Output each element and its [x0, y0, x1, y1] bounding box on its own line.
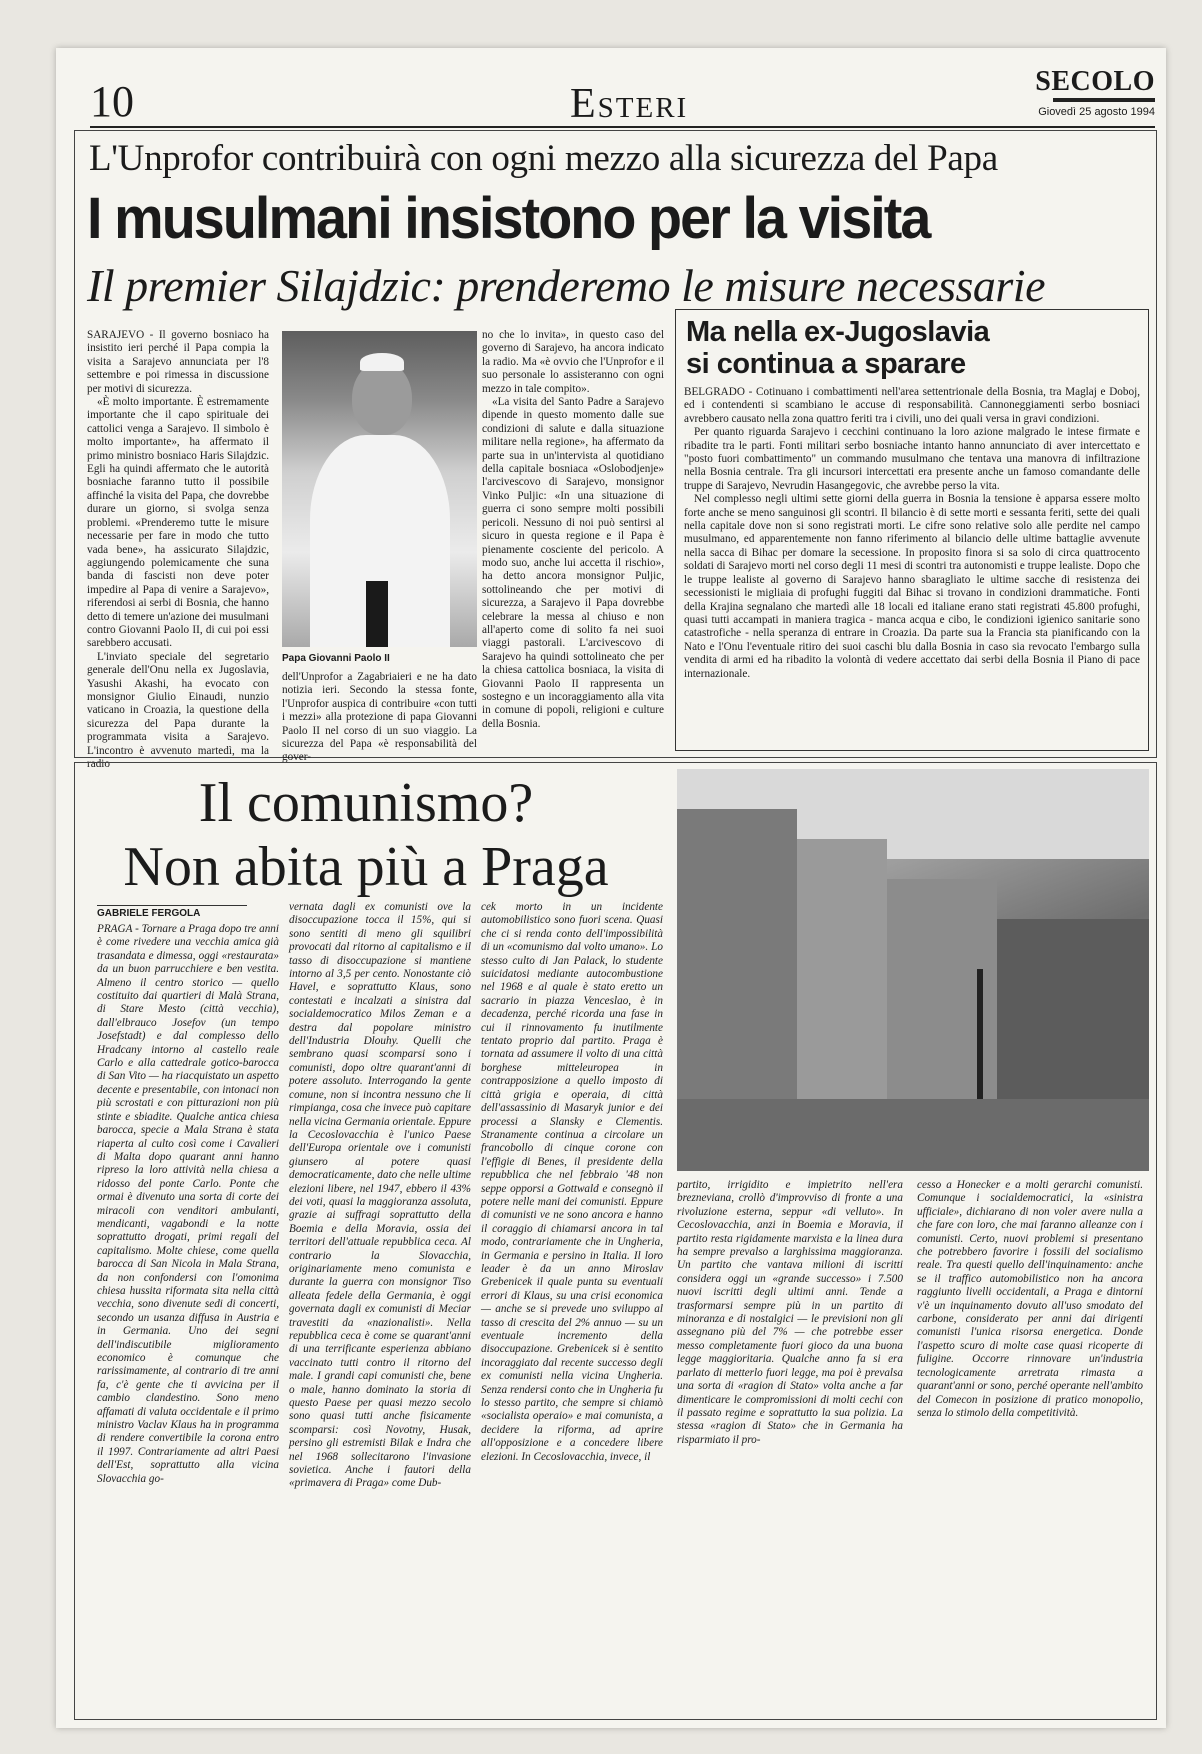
sidebar-title-line-2: si continua a sparare — [686, 348, 966, 380]
paragraph: vernata dagli ex comunisti ove la disoccupazione tocca il 15%, qui si sono sentiti di meno gli squilibri provocati dal ritorno al capitalismo e il tasso di disoccupazione si mantiene intorno al 3,5 per cento. Nonostante ciò Havel, e soprattutto Klaus, sono contestati e incalzati a sinistra dal socialdemocratico Milos Zeman e a destra dal popolare ministro dell'Industria Dlouhy. Quelli che sembrano quasi scomparsi sono i comunisti, dopo oltre quarant'anni di potere assoluto. Interrogando la gente comune, non si incontra nessuno che li rimpianga, cosa che invece può capitare nella vicina Germania orientale. Eppure la Cecoslovacchia è l'unico Paese dell'Europa orientale ove i comunisti giunsero al potere quasi democraticamente, dato che nelle ultime elezioni libere, nel 1947, ebbero il 43% dei voti, quasi la maggioranza assoluta, grazie ai suffragi soprattutto della Boemia e della Moravia, ossia dei territori dell'attuale repubblica ceca. Al contrario la Slovacchia, originariamente meno comunista e durante la guerra con monsignor Tiso alleata fedele della Germania, è oggi governata dagli ex comunisti di Meciar travestiti da «nazionalisti». Nella repubblica ceca è come se quarant'anni di una terrificante esperienza abbiano vaccinato tutti contro il ritorno del male. I grandi capi comunisti che, bene o male, hanno dominato la storia di questo Paese per quasi mezzo secolo sono quasi tutti anche fisicamente scomparsi: così Novotny, Husak, persino gli estremisti Bilak e Indra che nel 1968 sollecitarono l'invasione sovietica. Anche i fautori della «primavera di Praga» come Dub- — [289, 901, 471, 1490]
pope-zucchetto-shape — [360, 353, 404, 371]
article-subhead: Il premier Silajdzic: prenderemo le misure necessarie — [87, 260, 1046, 311]
logo-underline — [1053, 98, 1155, 102]
photo-street — [677, 1099, 1149, 1171]
paragraph: Per quanto riguarda Sarajevo i cecchini continuano la loro azione malgrado le intese firmate e ribadite tra le parti. Fonti militari serbo bosniache intanto hanno annunciato di aver intercettato e "posto fuori combattimento" un commando musulmano che tentava una manovra di infiltrazione nella Bosnia centrale. Tra gli incursori intercettati era presente anche un famoso comandante delle truppe di Sarajevo, Nevrudin Hasangegovic, che avrebbe perso la vita. — [684, 426, 1140, 492]
paragraph: cek morto in un incidente automobilistico sono fuori scena. Quasi che ci si renda conto dell'impossibilità di un «comunismo dal volto umano». Lo stesso culto di Jan Palack, lo studente suicidatosi mediante autocombustione nel 1968 e al quale è stato eretto un sacrario in piazza Venceslao, è in decadenza, perché ricorda una fase in cui il rinnovamento fu inutilmente tentato proprio dal partito. Praga è tornata ad assumere il volto di una città borghese mitteleuropea in contrapposizione a quello imposto di città grigia e operaia, di città dell'assassinio di Masaryk junior e dei processi a Slansky e Clementis. Stranamente continua a circolare un francobollo di cinque corone con l'effigie di Benes, il presidente della repubblica che nel febbraio '48 non seppe opporsi a Gottwald e consegnò il potere nelle mani dei comunisti. Eppure di comunisti ve ne sono ancora e hanno il coraggio di chiamarsi ancora in tal modo, contrariamente che in Ungheria, in Germania e persino in Italia. Il loro leader è da un anno Miroslav Grebenicek il quale punta su eventuali errori di Klaus, su una crisi economica — anche se si prevede uno sviluppo al tasso di crescita del 2% annuo — su un eventuale incremento della disoccupazione. Grebenicek si è sentito incoraggiato dal recente successo degli ex comunisti nella vicina Ungheria. Senza rendersi conto che in Ungheria fu lo stesso partito, che sempre si chiamò «socialista operaio» e mai comunista, a decidere la riforma, ad aprire all'opposizione e a concedere libere elezioni. In Cecoslovacchia, invece, il — [481, 901, 663, 1463]
newspaper-logo: SECOLO — [1035, 66, 1155, 97]
sidebar-box — [675, 309, 1149, 751]
title-line-2: Non abita più a Praga — [123, 836, 609, 898]
paragraph: «La visita del Santo Padre a Sarajevo dipende in questo momento dalle sue condizioni di salute e dalla situazione militare nella regione», ha affermato da parte sua in un'intervista al quotidiano della capitale bosniaca «Oslobodjenje» l'arcivescovo di Sarajevo, monsignor Vinko Puljic: «In una situazione di guerra ci sono sempre molti possibili pericoli. Nessuno di noi può sentirsi al sicuro in questa regione e il Papa è pienamente cosciente del pericolo. A modo suo, anche lui accetta il rischio», ha detto ancora monsignor Puljic, sottolineando che per motivi di sicurezza, a Sarajevo il Papa dovrebbe celebrare la messa al chiuso e non all'aperto come di solito fa nei suoi viaggi pastorali. L'arcivescovo di Sarajevo ha quindi sottolineato che per la chiesa cattolica bosniaca, la visita di Giovanni Paolo II rappresenta un sostegno e un incoraggiamento alla vita in comune di popoli, religioni e culture della Bosnia. — [482, 396, 664, 730]
paragraph: SARAJEVO - Il governo bosniaco ha insistito ieri perché il Papa compia la visita a Sarajevo annunciata per l'8 settembre e poi rimessa in discussione per motivi di sicurezza. — [87, 329, 269, 395]
masthead — [90, 66, 1155, 128]
article-column-3 — [482, 329, 664, 749]
paragraph: BELGRADO - Cotinuano i combattimenti nell'area settentrionale della Bosnia, tra Maglaj e Doboj, ed i contendenti si scambiano le accuse di responsabilità. Cannoneggiamenti serbo bosniaci avrebbero causato nella zona quattro feriti tra i civili, uno dei quali versa in gravi condizioni. — [684, 386, 1140, 425]
paragraph: PRAGA - Tornare a Praga dopo tre anni è come rivedere una vecchia amica già trasandata e dimessa, oggi «restaurata» da un buon parrucchiere e ben vestita. Almeno il centro storico — quello costituito dai quartieri di Malà Strana, di Stare Mesto (città vecchia), dall'elbrauco Josefov (un tempo Josefstadt) e dal complesso dello Hradcany intorno al castello reale Carlo e alla cattedrale gotico-barocca di San Vito — ha riacquistato un aspetto decente e presentabile, con intonaci non più scrostati e con pitturazioni non più stinte e sbiadite. Qualche antica chiesa barocca, specie a Mala Strana è stata riaperta al culto così come i Cavalieri di Malta dopo quarant anni hanno ripreso la loro attività nella chiesa a ridosso del ponte Carlo. Ponte che ormai è divenuto una sorta di corte dei miracoli con venditori ambulanti, mendicanti, vagabondi e la notte soprattutto drogati, primi regali del capitalismo. Molte chiese, come quella barocca di San Nicola in Mala Strana, da non confondersi con l'omonima chiesa hussita riformata sita nella città vecchia, sono divenute sedi di concerti, secondo un usanza diffusa in Austria e in Germania. Uno dei segni dell'indiscutibile miglioramento economico è comunque che rarissimamente, al contrario di tre anni fa, c'è gente che ti avvicina per il cambio clandestino. Sono meno affamati di valuta occidentale e il primo ministro Vaclav Klaus ha in programma di rendere convertibile la corona entro il 1997. Contrariamente ad altri Paesi dell'Est, soprattutto alla vicina Slovacchia go- — [97, 923, 279, 1485]
author-byline: GABRIELE FERGOLA — [97, 905, 247, 919]
photo-caption: Papa Giovanni Paolo II — [282, 653, 390, 664]
pope-photo — [282, 331, 477, 647]
article-column-1 — [87, 329, 269, 770]
paragraph: cesso a Honecker e a molti gerarchi comunisti. Comunque i socialdemocratici, la «sinistra ufficiale», dichiarano di non voler avere nulla a che fare con loro, che mai faranno alleanze con i comunisti. Certo, nuovi problemi si presentano che potrebbero favorire i fossili del socialismo reale. Tra questi quello dell'inquinamento: anche se il traffico automobilistico non ha ancora raggiunto livelli occidentali, a Praga e dintorni v'è un inquinamento dovuto all'uso smodato del carbone, considerato per anni dai dirigenti comunisti l'unica risorsa energetica. Donde l'aspetto scuro di molte case quasi ricoperte di fuligine. Occorre rinnovare un'industria tecnologicamente arretrata rimasta a quarant'anni or sono, perché operante nell'ambito del Comecon in posizione di pratico monopolio, senza lo stimolo della competitività. — [917, 1179, 1143, 1419]
article-kicker: L'Unprofor contribuirà con ogni mezzo alla sicurezza del Papa — [89, 138, 998, 179]
issue-date: Giovedì 25 agosto 1994 — [1038, 106, 1155, 118]
sidebar-text — [684, 386, 1140, 746]
prague-street-photo — [677, 769, 1149, 1171]
title-line-1: Il comunismo? — [198, 772, 534, 834]
article-column-2 — [289, 901, 471, 1711]
article-column-2 — [282, 671, 477, 764]
sidebar-title-line-1: Ma nella ex-Jugoslavia — [686, 316, 990, 348]
pope-stole-shape — [366, 581, 388, 647]
sidebar-title — [686, 316, 989, 380]
paragraph: dell'Unprofor a Zagabriaieri e ne ha dato notizia ieri. Secondo la stessa fonte, l'Unprofor auspica di contribuire «con tutti i mezzi» alla protezione di papa Giovanni Paolo II nel corso di un suo viaggio. La sicurezza del Papa «è responsabilità del gover- — [282, 671, 477, 764]
article-column-5 — [917, 1179, 1143, 1711]
article-headline: I musulmani insistono per la visita — [87, 186, 930, 251]
section-title: Esteri — [570, 81, 689, 127]
article-column-4 — [677, 1179, 903, 1711]
article-column-3 — [481, 901, 663, 1711]
paragraph: no che lo invita», in questo caso del governo di Sarajevo, ha ancora indicato la radio. Ma «è ovvio che l'Unprofor e il suo personale lo assisteranno con ogni mezzo in tale compito». — [482, 329, 664, 395]
paragraph: partito, irrigidito e impietrito nell'era brezneviana, crollò d'improvviso di fronte a una rivoluzione esterna, seppur «di velluto». In Cecoslovacchia, anzi in Boemia e Moravia, il partito resta rigidamente marxista e la linea dura ha sempre prevalso a larghissima maggioranza. Un partito che vantava milioni di iscritti considera oggi un «grande successo» i 7.500 nuovi iscritti degli ultimi anni. Tende a trasformarsi sempre più in un partito di minoranza e di nostalgici — le previsioni non gli assegnano più del 7% — che potrebbe esser messo completamente fuori gioco da una buona legge maggioritaria. Qualche anno fa si era parlato di metterlo fuori legge, ma poi è prevalsa una sorta di «ragion di Stato» volta anche a far dimenticare le compromissioni di molti cechi con il passato regime e soprattutto la sua polizia. La stessa «ragion di Stato» che in Germania ha risparmiato il pro- — [677, 1179, 903, 1446]
article-title — [111, 771, 621, 899]
newspaper-page — [56, 48, 1166, 1728]
bottom-article — [74, 762, 1157, 1720]
paragraph: «È molto importante. È estremamente importante che il capo spirituale dei cattolici venga a Sarajevo. Il simbolo è molto importante», ha affermato il primo ministro bosniaco Haris Silajdzic. Egli ha quindi affermato che le autorità bosniache faranno tutto il possibile affinché la visita del Papa, che dovrebbe durare un giorno, si svolga senza problemi. «Prenderemo tutte le misure necessarie per fare in modo che tutto vada bene», ha assicurato Silajdzic, aggiungendo polemicamente che suna banda di fascisti non deve poter impedire al Papa di venire a Sarajevo», riferendosi ai serbi di Bosnia, che hanno detto di temere un'azione dei musulmani contro Giovanni Paolo II, di cui poi essi sarebbero accusati. — [87, 396, 269, 650]
top-article — [74, 130, 1157, 770]
article-column-1 — [97, 923, 279, 1711]
paragraph: Nel complesso negli ultimi sette giorni della guerra in Bosnia la tensione è apparsa essere molto forte anche se meno sanguinosi gli scontri. Il bilancio è di sette morti e sessanta feriti, sette dei quali nella capitale dove non si sono registrati morti. Le cifre sono relative solo alle perdite nel campo musulmano, ed apparentemente non fanno riferimento al bilancio delle ultime battaglie avvenute nella sacca di Bihac per domare la secessione. In proposito finora si sa solo di circa quattrocento soldati di Sarajevo morti nel corso degli 11 mesi di scontri tra autonomisti e truppe lealiste. Dopo che le truppe lealiste al governo di Sarajevo hanno sbaragliato le ultime sacche di resistenza dei secessionisti le migliaia di profughi fuggiti dal Bihac si trovano in condizioni drammatiche. Fonti della Krajina segnalano che martedì alle 18 locali ed italiane erano stati registrati 45.800 profughi, quasi tutti accampati in maniera tragica - manca acqua e cibo, le condizioni igienico sanitarie sono catastrofiche - nella speranza di entrare in Croazia. Da parte sua la Francia sta pianificando con la Nato e l'Onu l'eventuale ritiro dei suoi caschi blu dalla Bosnia in caso sia revocato l'embargo sulla vendita di armi ed ha ribadito la volontà di vedere accettato dai serbi della Bosnia il Piano di pace internazionale. — [684, 493, 1140, 680]
paragraph: L'inviato speciale del segretario generale dell'Onu nella ex Jugoslavia, Yasushi Akashi, ha evocato con monsignor Giulio Einaudi, nunzio vaticano in Croazia, la questione della sicurezza del Papa durante la programmata visita a Sarajevo. L'incontro è avvenuto martedì, ma la radio — [87, 650, 269, 770]
pope-head-shape — [352, 361, 412, 435]
page-number: 10 — [90, 77, 134, 126]
